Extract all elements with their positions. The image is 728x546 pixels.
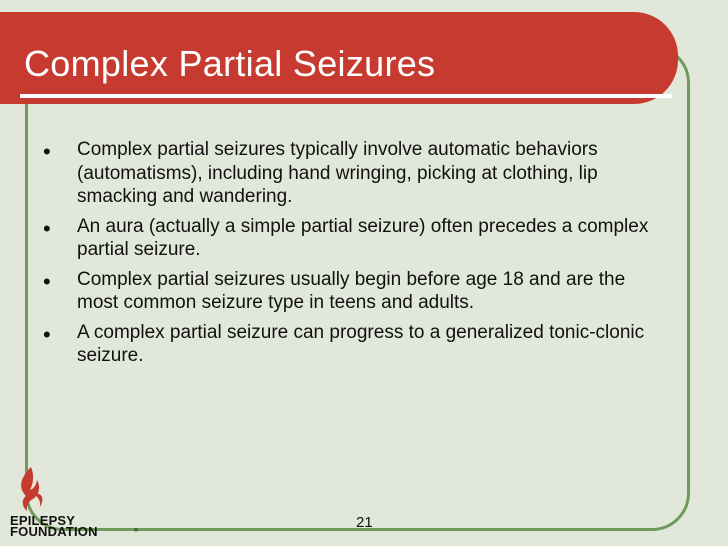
bullet-item xyxy=(40,215,670,262)
bullet-text: A complex partial seizure can progress to a generalized tonic-clonic seizure. xyxy=(77,321,645,366)
logo-text-line1: EPILEPSY xyxy=(10,513,76,528)
bullet-item xyxy=(40,138,670,209)
bullet-list xyxy=(40,138,670,374)
bullet-dot-icon: • xyxy=(43,139,51,164)
bullet-text: Complex partial seizures usually begin before age 18 and are the most common seizure type in teens and adults. xyxy=(77,268,626,313)
title-underline xyxy=(20,94,672,98)
bullet-dot-icon: • xyxy=(43,321,51,347)
bullet-dot-icon: • xyxy=(43,268,51,294)
page-number: 21 xyxy=(356,514,373,531)
logo-text-line2: FOUNDATION xyxy=(10,524,98,539)
bullet-dot-icon: • xyxy=(43,215,51,241)
bullet-text: An aura (actually a simple partial seizure) often precedes a complex partial seizure. xyxy=(77,215,649,260)
slide-title: Complex Partial Seizures xyxy=(24,43,436,84)
bullet-item xyxy=(40,268,670,315)
bullet-item xyxy=(40,321,670,368)
epilepsy-foundation-logo xyxy=(8,466,143,542)
flame-icon xyxy=(12,466,50,512)
bullet-text: Complex partial seizures typically involve automatic behaviors (automatisms), including hand wringing, picking at clothing, lip smacking and wandering. xyxy=(77,139,598,207)
registered-mark: ® xyxy=(134,528,138,534)
